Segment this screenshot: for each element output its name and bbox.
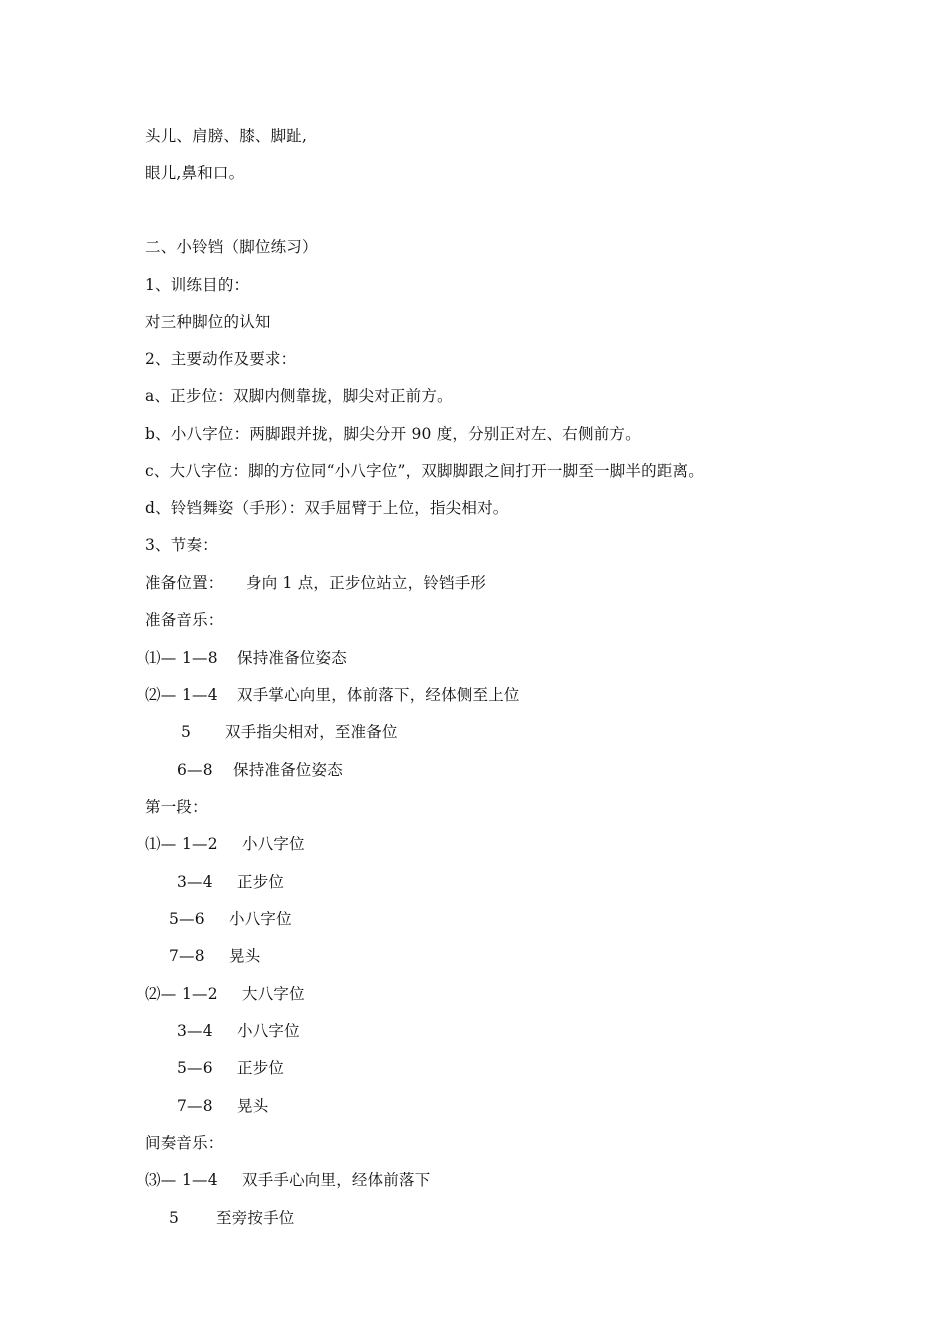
count-row [145,1170,645,1190]
rhythm-heading: 3、节奏： [145,536,218,554]
intro-line-1: 头儿、肩膀、膝、脚趾, [145,127,308,145]
count-description: 保持准备位姿态 [237,649,347,667]
section-title: 二、小铃铛（脚位练习） [145,238,318,256]
part1-heading: 第一段： [145,798,208,816]
count-beats: 1—4 [182,686,218,704]
action-item-d: d、铃铛舞姿（手形）：双手屈臂于上位，指尖相对。 [145,499,509,517]
count-description: 小八字位 [229,910,292,928]
count-row [145,984,645,1004]
prep-music-heading: 准备音乐： [145,611,224,629]
count-beats: 6—8 [177,761,213,779]
action-item-c: c、大八字位：脚的方位同“小八字位”，双脚脚跟之间打开一脚至一脚半的距离。 [145,462,704,480]
count-row [145,1058,645,1078]
count-beats: 7—8 [177,1097,213,1115]
count-row [145,648,645,668]
action-item-a: a、正步位：双脚内侧靠拢，脚尖对正前方。 [145,387,453,405]
prep-position-text: 身向 1 点，正步位站立，铃铛手形 [246,574,487,592]
count-row [145,834,645,854]
count-description: 保持准备位姿态 [233,761,343,779]
count-beats: 1—2 [182,985,218,1003]
count-description: 晃头 [237,1097,269,1115]
count-row [145,872,645,892]
intro-line-2: 眼儿,鼻和口。 [145,164,245,182]
prep-position-row [145,573,645,593]
count-description: 双手手心向里，经体前落下 [242,1171,431,1189]
count-row [145,946,645,966]
count-beats: 3—4 [177,1022,213,1040]
count-beats: 5 [169,1209,180,1227]
actions-heading: 2、主要动作及要求： [145,350,297,368]
count-beats: 5—6 [169,910,205,928]
count-marker: ⑶— [145,1171,177,1189]
count-marker: ⑵— [145,985,177,1003]
count-marker: ⑵— [145,686,177,704]
count-beats: 3—4 [177,873,213,891]
interlude-heading: 间奏音乐： [145,1134,224,1152]
count-description: 小八字位 [242,835,305,853]
count-row [145,760,645,780]
action-item-b: b、小八字位：两脚跟并拢，脚尖分开 90 度，分别正对左、右侧前方。 [145,425,641,443]
count-beats: 7—8 [169,947,205,965]
count-description: 双手指尖相对，至准备位 [225,723,398,741]
count-beats: 5—6 [177,1059,213,1077]
goal-heading: 1、训练目的： [145,276,250,294]
count-beats: 1—4 [182,1171,218,1189]
count-row [145,1021,645,1041]
count-marker: ⑴— [145,835,177,853]
count-row [145,1208,645,1228]
count-row [145,722,645,742]
goal-text: 对三种脚位的认知 [145,313,271,331]
count-description: 至旁按手位 [216,1209,295,1227]
count-description: 晃头 [229,947,261,965]
count-row [145,1096,645,1116]
prep-position-label: 准备位置： [145,574,224,592]
count-description: 正步位 [237,1059,285,1077]
count-beats: 1—8 [182,649,218,667]
count-beats: 1—2 [182,835,218,853]
count-description: 正步位 [237,873,285,891]
count-description: 大八字位 [242,985,305,1003]
count-marker: ⑴— [145,649,177,667]
count-row [145,909,645,929]
count-description: 双手掌心向里，体前落下，经体侧至上位 [237,686,520,704]
count-beats: 5 [181,723,192,741]
count-description: 小八字位 [237,1022,300,1040]
count-row [145,685,645,705]
